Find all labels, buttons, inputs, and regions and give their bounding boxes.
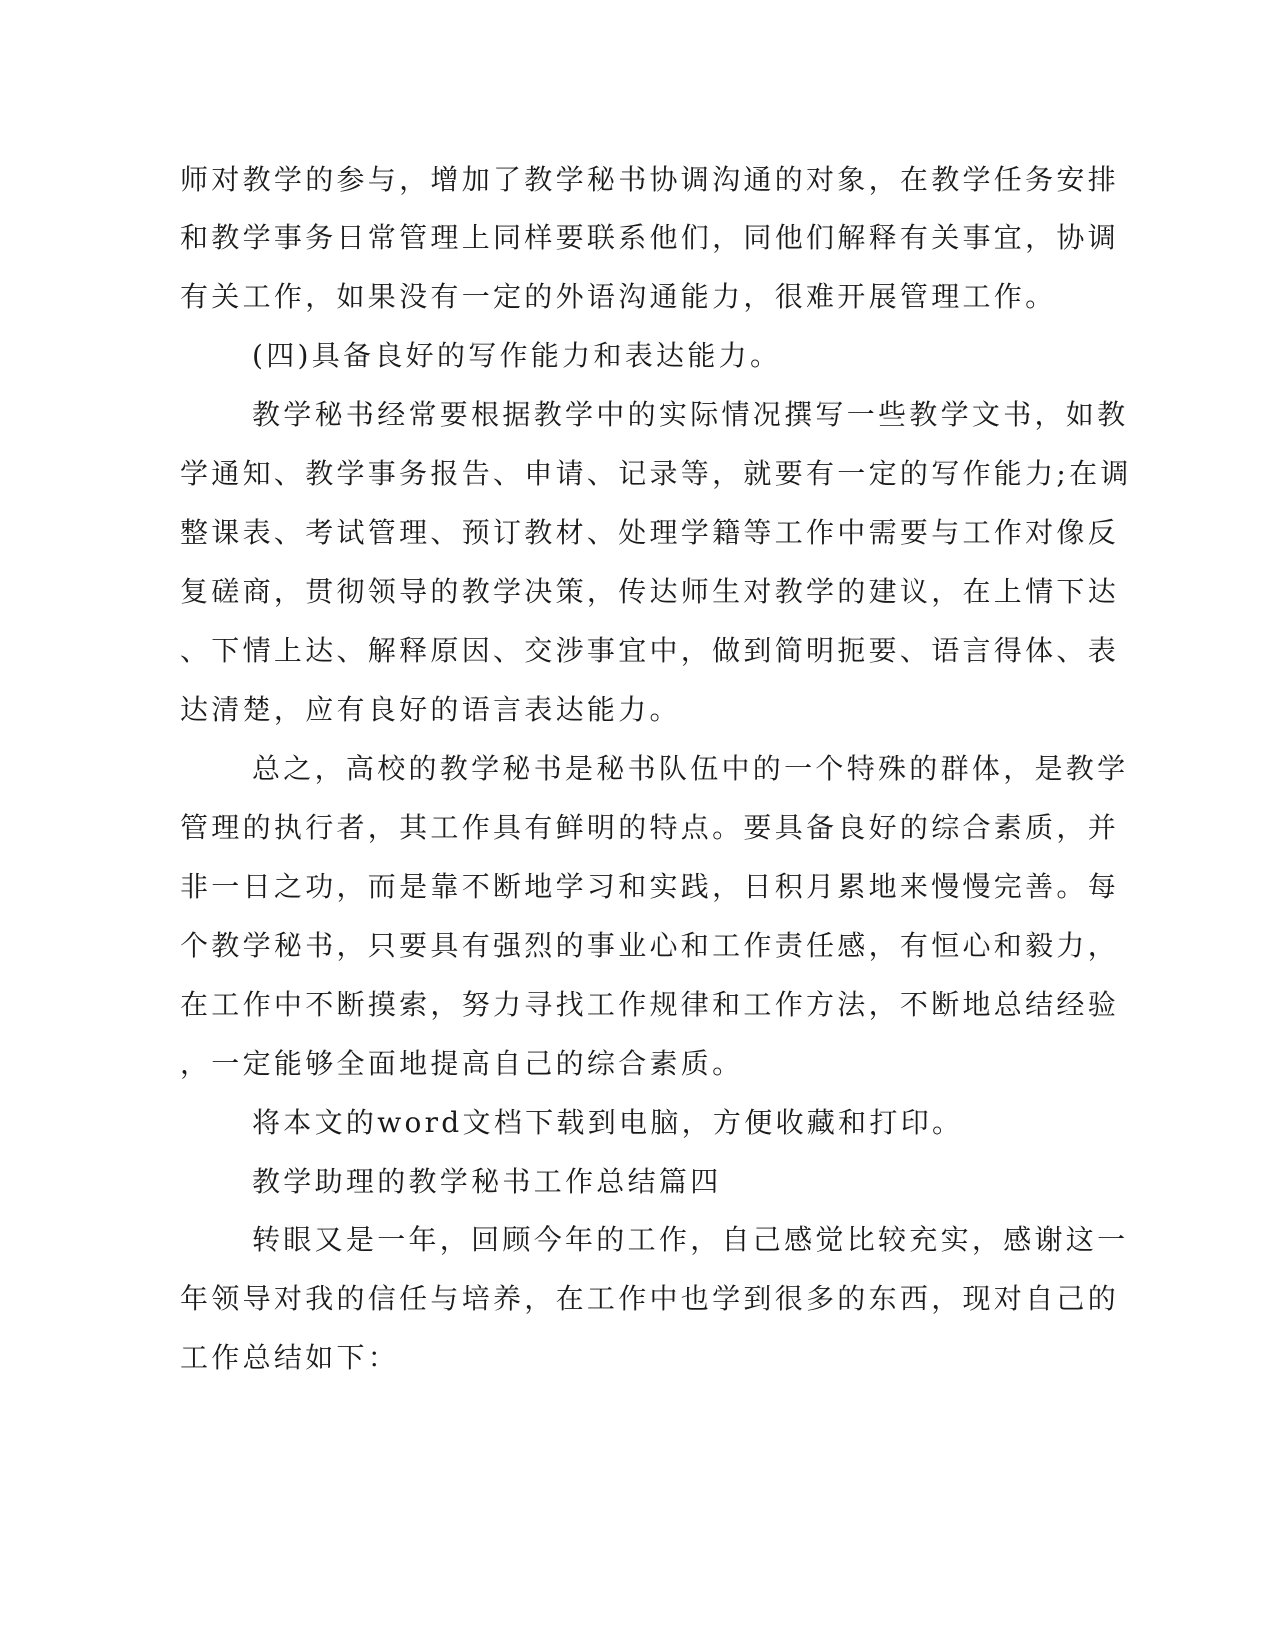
article-title: 教学助理的教学秘书工作总结篇四 xyxy=(252,1165,722,1198)
text-line: 总之，高校的教学秘书是秘书队伍中的一个特殊的群体，是教学 xyxy=(252,752,1129,785)
text-line: ，一定能够全面地提高自己的综合素质。 xyxy=(180,1047,744,1080)
text-line: 学通知、教学事务报告、申请、记录等，就要有一定的写作能力;在调 xyxy=(180,457,1132,490)
text-line: 师对教学的参与，增加了教学秘书协调沟通的对象，在教学任务安排 xyxy=(180,163,1120,196)
text-line: 复磋商，贯彻领导的教学决策，传达师生对教学的建议，在上情下达 xyxy=(180,575,1120,608)
text-line: 达清楚，应有良好的语言表达能力。 xyxy=(180,693,681,726)
text-line: 有关工作，如果没有一定的外语沟通能力，很难开展管理工作。 xyxy=(180,280,1057,313)
text-line: 转眼又是一年，回顾今年的工作，自己感觉比较充实，感谢这一 xyxy=(252,1223,1129,1256)
text-line: 年领导对我的信任与培养，在工作中也学到很多的东西，现对自己的 xyxy=(180,1282,1120,1315)
text-line: 在工作中不断摸索，努力寻找工作规律和工作方法，不断地总结经验 xyxy=(180,988,1120,1021)
text-line: 、下情上达、解释原因、交涉事宜中，做到简明扼要、语言得体、表 xyxy=(180,634,1120,667)
text-line: 整课表、考试管理、预订教材、处理学籍等工作中需要与工作对像反 xyxy=(180,516,1120,549)
text-line: 教学秘书经常要根据教学中的实际情况撰写一些教学文书，如教 xyxy=(252,398,1129,431)
text-line: 非一日之功，而是靠不断地学习和实践，日积月累地来慢慢完善。每 xyxy=(180,870,1120,903)
text-line: 工作总结如下： xyxy=(180,1341,400,1374)
text-line: 个教学秘书，只要具有强烈的事业心和工作责任感，有恒心和毅力， xyxy=(180,929,1120,962)
text-line: 管理的执行者，其工作具有鲜明的特点。要具备良好的综合素质，并 xyxy=(180,811,1120,844)
download-note: 将本文的word文档下载到电脑，方便收藏和打印。 xyxy=(252,1106,964,1139)
section-heading: (四)具备良好的写作能力和表达能力。 xyxy=(252,339,782,372)
text-line: 和教学事务日常管理上同样要联系他们，同他们解释有关事宜，协调 xyxy=(180,221,1120,254)
